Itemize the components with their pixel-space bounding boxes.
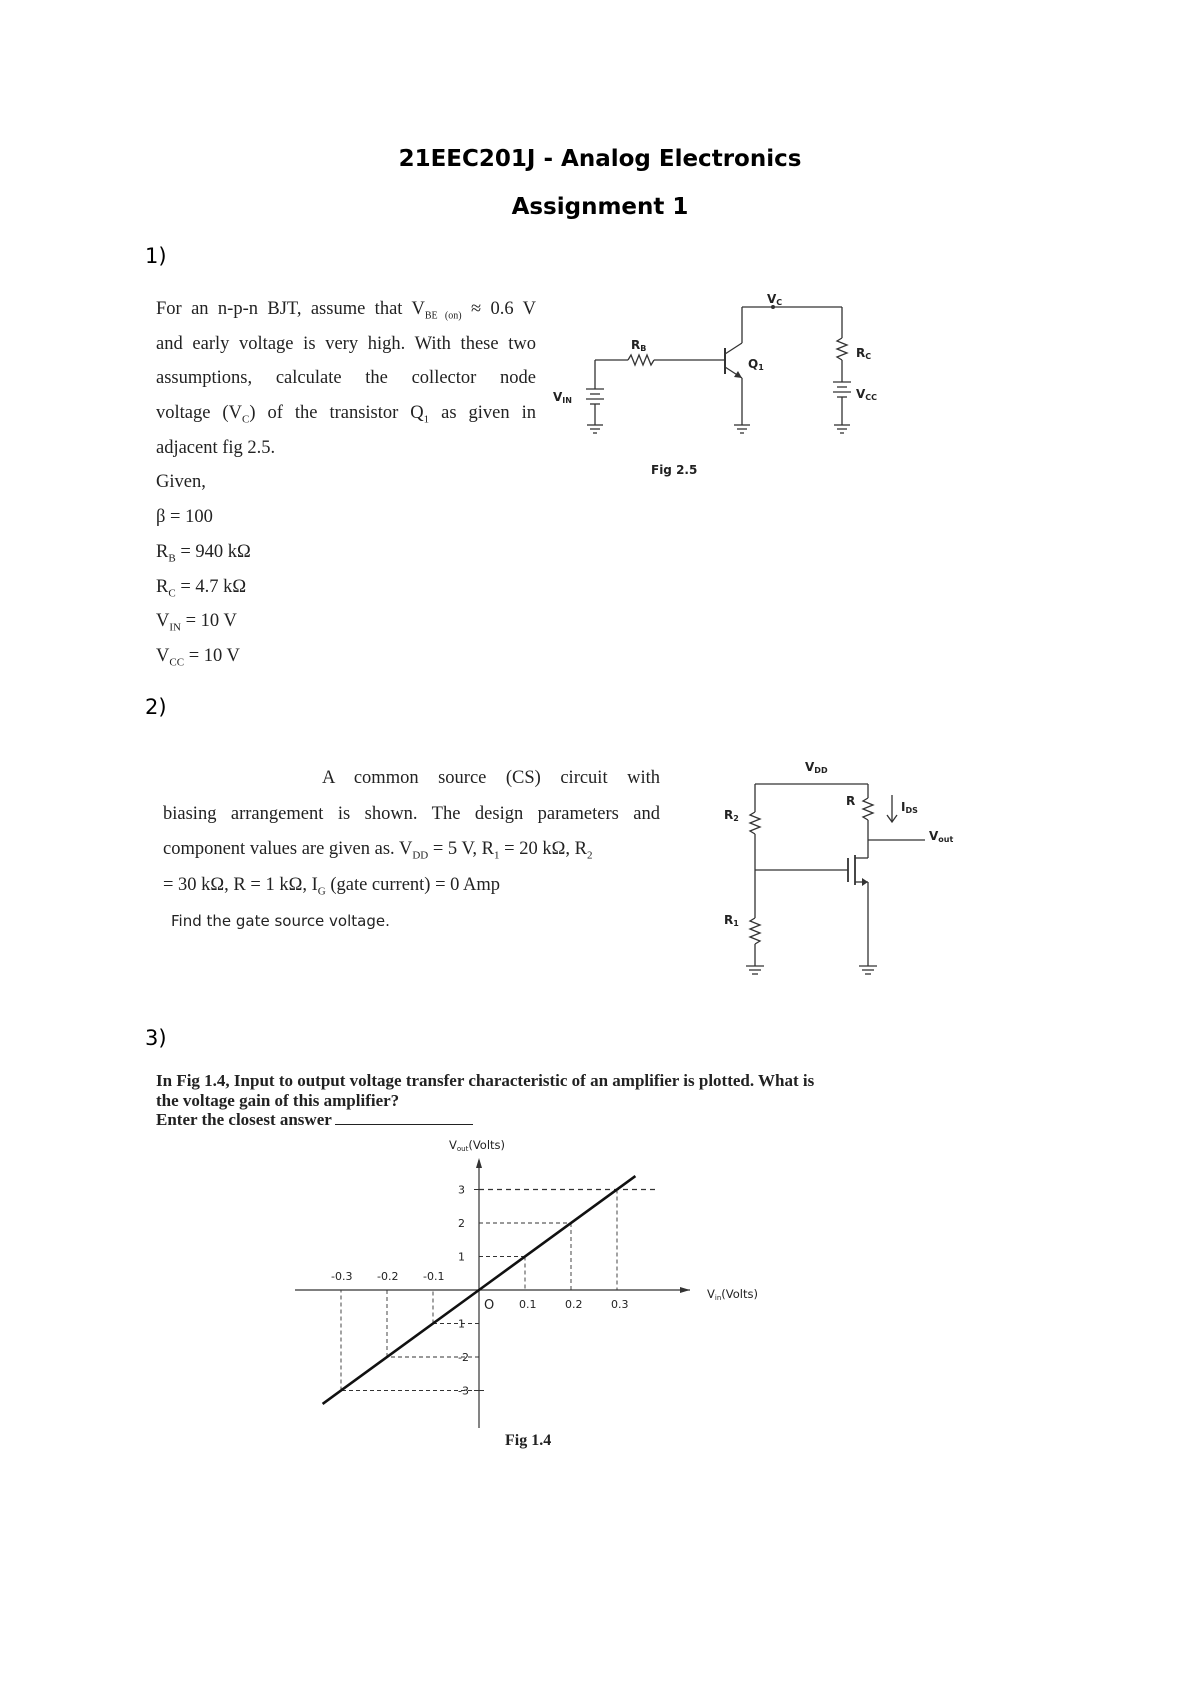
y-tick-label: 1 [458,1250,465,1264]
y-tick-label: 2 [458,1217,465,1230]
q3-line-3: Enter the closest answer [156,1110,926,1130]
ids-label: IDS [901,800,918,815]
x-tick-label: 0.3 [611,1298,629,1311]
y-tick-label: 3 [458,1183,465,1197]
question-2-number: 2) [145,695,167,719]
q2-find-text: Find the gate source voltage. [171,912,390,930]
x-tick-label: -0.1 [423,1270,445,1283]
q1-line-6: Given, [156,472,206,493]
given-rb: $R_B = 940$ kΩ [156,541,251,565]
x-axis-label: Vin(Volts) [707,1287,758,1302]
vc-label: VC [767,292,783,307]
q1-line-5: adjacent fig 2.5. [156,437,276,458]
given-vcc: $V_{CC} = 10$ V [156,645,240,669]
q2-line-3: component values are given as. $V_{DD} = 5$ V, $R_1 = 20$ kΩ, $R_2$ [163,839,593,862]
q3-line-2: the voltage gain of this amplifier? [156,1090,400,1110]
fig-1-4-caption: Fig 1.4 [505,1432,552,1449]
r2-label: R2 [724,808,739,823]
question-3-number: 3) [145,1026,167,1050]
x-tick-label: 0.2 [565,1298,583,1311]
q2-line-4: = 30 kΩ, R = 1 kΩ, $I_G$ (gate current) = 0 Amp [163,874,501,898]
q1-line-4: voltage $(V_C)$ of the transistor $Q_1$ as given in [156,403,536,426]
given-rc: $R_C = 4.7$ kΩ [156,576,247,600]
x-tick-label: -0.3 [331,1270,353,1283]
q3-line-1: In Fig 1.4, Input to output voltage transfer characteristic of an amplifier is plotted. What is [156,1071,815,1090]
q1-label: Q1 [748,357,764,372]
origin-label: O [484,1298,495,1313]
document-title: 21EEC201J - Analog Electronics [398,146,802,172]
r-label: R [846,794,856,808]
x-tick-label: 0.1 [519,1298,537,1311]
vout-label: Vout [929,829,954,844]
q1-line-3: assumptions, calculate the collector node [156,368,536,389]
given-vin: $V_{IN} = 10$ V [156,611,237,634]
q1-line-2: and early voltage is very high. With these two [156,333,536,354]
y-axis-label: Vout(Volts) [449,1138,506,1153]
rc-label: RC [856,346,872,361]
document-subtitle: Assignment 1 [511,194,689,220]
x-tick-label: -0.2 [377,1270,399,1283]
y-tick-label: -2 [458,1351,469,1364]
given-beta: β = 100 [156,507,213,528]
fig-2-5-caption: Fig 2.5 [651,463,698,477]
q1-line-1: For an n-p-n BJT, assume that $V_{BE (on)} \approx 0.6$ V [156,299,537,322]
x-axis-arrow [680,1287,690,1293]
q2-line-2: biasing arrangement is shown. The design parameters and [163,803,660,824]
vdd-label: VDD [805,760,828,775]
rb-label: RB [631,338,647,353]
y-tick-label: -3 [458,1384,469,1398]
question-1-number: 1) [145,244,167,268]
r1-label: R1 [724,913,739,928]
chart-axes [295,1158,690,1428]
y-axis-arrow [476,1158,482,1168]
vcc-label: VCC [856,387,878,402]
q2-line-1: A common source (CS) circuit with [322,768,660,788]
y-tick-label: 1 [458,1317,465,1331]
vin-label: VIN [553,390,572,405]
